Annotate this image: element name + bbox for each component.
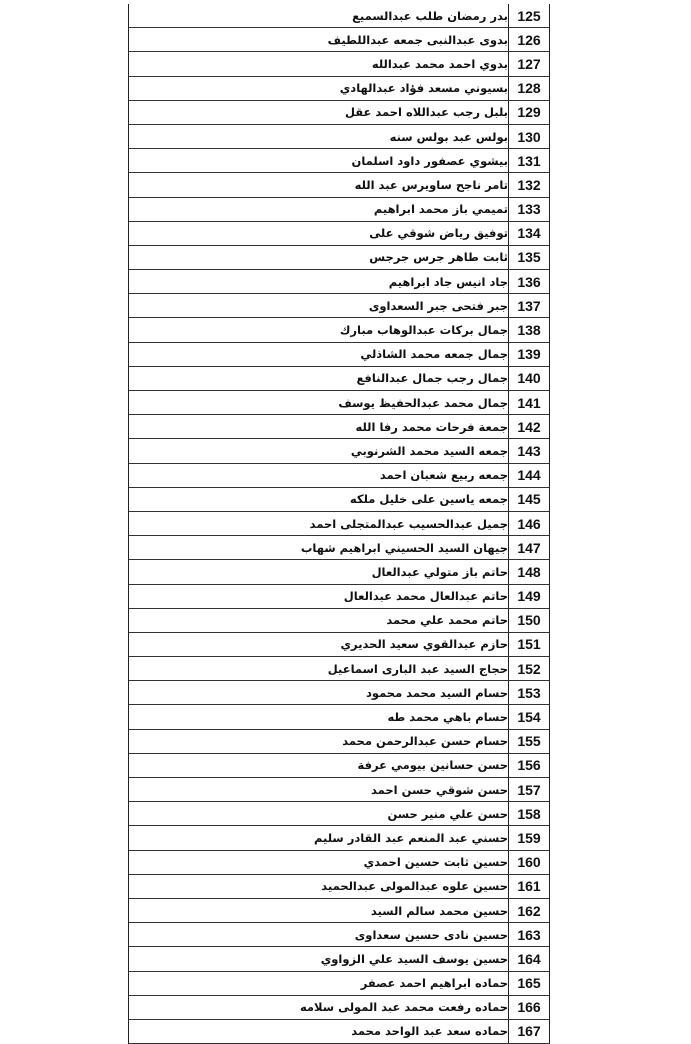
person-name: حاتم باز متولي عبدالعال — [129, 560, 509, 584]
table-row — [129, 4, 549, 28]
person-name: حاتم عبدالعال محمد عبدالعال — [129, 584, 509, 608]
table-row — [129, 149, 549, 173]
table-row — [129, 318, 549, 342]
row-number: 145 — [509, 487, 550, 511]
row-number: 163 — [509, 923, 550, 947]
row-number: 138 — [509, 318, 550, 342]
roster-table — [129, 4, 549, 1044]
row-number: 157 — [509, 778, 550, 802]
row-number: 151 — [509, 632, 550, 656]
person-name: حازم عبدالقوي سعيد الحديري — [129, 632, 509, 656]
table-row — [129, 874, 549, 898]
person-name: بدوى عبدالنبى جمعه عبداللطيف — [129, 28, 509, 52]
person-name: توفيق رياض شوقي على — [129, 221, 509, 245]
roster-sheet — [128, 4, 550, 1044]
table-row — [129, 28, 549, 52]
row-number: 143 — [509, 439, 550, 463]
row-number: 153 — [509, 681, 550, 705]
row-number: 149 — [509, 584, 550, 608]
table-row — [129, 995, 549, 1019]
person-name: بلبل رجب عبداللاه احمد عقل — [129, 100, 509, 124]
row-number: 165 — [509, 971, 550, 995]
person-name: جمال محمد عبدالحفيظ يوسف — [129, 391, 509, 415]
row-number: 162 — [509, 898, 550, 922]
person-name: جاد انيس جاد ابراهيم — [129, 270, 509, 294]
person-name: بيشوي عصفور داود اسلمان — [129, 149, 509, 173]
table-row — [129, 124, 549, 148]
table-row — [129, 366, 549, 390]
person-name: جمعه ربيع شعبان احمد — [129, 463, 509, 487]
person-name: حجاج السيد عبد البارى اسماعيل — [129, 657, 509, 681]
table-row — [129, 270, 549, 294]
table-row — [129, 415, 549, 439]
person-name: حماده ابراهيم احمد عصفر — [129, 971, 509, 995]
row-number: 135 — [509, 245, 550, 269]
table-row — [129, 439, 549, 463]
table-row — [129, 1019, 549, 1043]
row-number: 155 — [509, 729, 550, 753]
row-number: 133 — [509, 197, 550, 221]
row-number: 144 — [509, 463, 550, 487]
person-name: تميمي باز محمد ابراهيم — [129, 197, 509, 221]
table-row — [129, 391, 549, 415]
table-row — [129, 221, 549, 245]
person-name: جمعه السيد محمد الشرنوبي — [129, 439, 509, 463]
table-row — [129, 463, 549, 487]
table-row — [129, 705, 549, 729]
person-name: بسيوني مسعد فؤاد عبدالهادي — [129, 76, 509, 100]
person-name: حسين يوسف السيد علي الزواوي — [129, 947, 509, 971]
row-number: 156 — [509, 753, 550, 777]
row-number: 130 — [509, 124, 550, 148]
table-row — [129, 778, 549, 802]
person-name: بدوي احمد محمد عبدالله — [129, 52, 509, 76]
row-number: 152 — [509, 657, 550, 681]
person-name: جبر فتحى جبر السعداوى — [129, 294, 509, 318]
row-number: 158 — [509, 802, 550, 826]
person-name: حسين نادى حسين سعداوى — [129, 923, 509, 947]
person-name: جيهان السيد الحسيني ابراهيم شهاب — [129, 536, 509, 560]
row-number: 136 — [509, 270, 550, 294]
row-number: 132 — [509, 173, 550, 197]
row-number: 131 — [509, 149, 550, 173]
table-row — [129, 487, 549, 511]
row-number: 148 — [509, 560, 550, 584]
table-row — [129, 753, 549, 777]
person-name: حسن حسانين بيومي عرفة — [129, 753, 509, 777]
table-row — [129, 584, 549, 608]
table-row — [129, 100, 549, 124]
row-number: 134 — [509, 221, 550, 245]
table-row — [129, 826, 549, 850]
person-name: حسن شوقي حسن احمد — [129, 778, 509, 802]
row-number: 125 — [509, 4, 550, 28]
row-number: 142 — [509, 415, 550, 439]
row-number: 167 — [509, 1019, 550, 1043]
table-row — [129, 173, 549, 197]
person-name: حسن علي منير حسن — [129, 802, 509, 826]
person-name: بولس عبد بولس سنه — [129, 124, 509, 148]
table-row — [129, 923, 549, 947]
row-number: 146 — [509, 511, 550, 535]
table-row — [129, 681, 549, 705]
row-number: 159 — [509, 826, 550, 850]
person-name: حسام باهي محمد طه — [129, 705, 509, 729]
row-number: 154 — [509, 705, 550, 729]
person-name: حسني عبد المنعم عبد القادر سليم — [129, 826, 509, 850]
person-name: جمال جمعه محمد الشاذلي — [129, 342, 509, 366]
row-number: 129 — [509, 100, 550, 124]
row-number: 141 — [509, 391, 550, 415]
table-row — [129, 511, 549, 535]
table-row — [129, 76, 549, 100]
row-number: 166 — [509, 995, 550, 1019]
row-number: 137 — [509, 294, 550, 318]
table-row — [129, 657, 549, 681]
row-number: 164 — [509, 947, 550, 971]
table-row — [129, 971, 549, 995]
table-row — [129, 52, 549, 76]
person-name: تامر ناجح ساويرس عبد الله — [129, 173, 509, 197]
person-name: جمال بركات عبدالوهاب مبارك — [129, 318, 509, 342]
row-number: 147 — [509, 536, 550, 560]
row-number: 126 — [509, 28, 550, 52]
row-number: 140 — [509, 366, 550, 390]
person-name: ثابت طاهر جرس جرجس — [129, 245, 509, 269]
person-name: حماده سعد عبد الواحد محمد — [129, 1019, 509, 1043]
person-name: حماده رفعت محمد عبد المولى سلامه — [129, 995, 509, 1019]
table-row — [129, 342, 549, 366]
person-name: حسين ثابت حسين احمدي — [129, 850, 509, 874]
person-name: جميل عبدالحسيب عبدالمتجلى احمد — [129, 511, 509, 535]
table-row — [129, 898, 549, 922]
row-number: 139 — [509, 342, 550, 366]
table-row — [129, 729, 549, 753]
table-row — [129, 608, 549, 632]
person-name: جمعه ياسين على خليل ملكه — [129, 487, 509, 511]
roster-body — [129, 4, 549, 1044]
table-row — [129, 632, 549, 656]
row-number: 150 — [509, 608, 550, 632]
table-row — [129, 245, 549, 269]
table-row — [129, 850, 549, 874]
person-name: بدر رمضان طلب عبدالسميع — [129, 4, 509, 28]
table-row — [129, 536, 549, 560]
table-row — [129, 802, 549, 826]
row-number: 127 — [509, 52, 550, 76]
table-row — [129, 947, 549, 971]
row-number: 161 — [509, 874, 550, 898]
row-number: 128 — [509, 76, 550, 100]
person-name: حسين محمد سالم السيد — [129, 898, 509, 922]
person-name: جمال رجب جمال عبدالنافع — [129, 366, 509, 390]
person-name: حسام حسن عبدالرحمن محمد — [129, 729, 509, 753]
table-row — [129, 197, 549, 221]
person-name: جمعة فرحات محمد رفا الله — [129, 415, 509, 439]
table-row — [129, 294, 549, 318]
person-name: حسام السيد محمد محمود — [129, 681, 509, 705]
person-name: حاتم محمد علي محمد — [129, 608, 509, 632]
table-row — [129, 560, 549, 584]
person-name: حسين علوه عبدالمولى عبدالحميد — [129, 874, 509, 898]
row-number: 160 — [509, 850, 550, 874]
